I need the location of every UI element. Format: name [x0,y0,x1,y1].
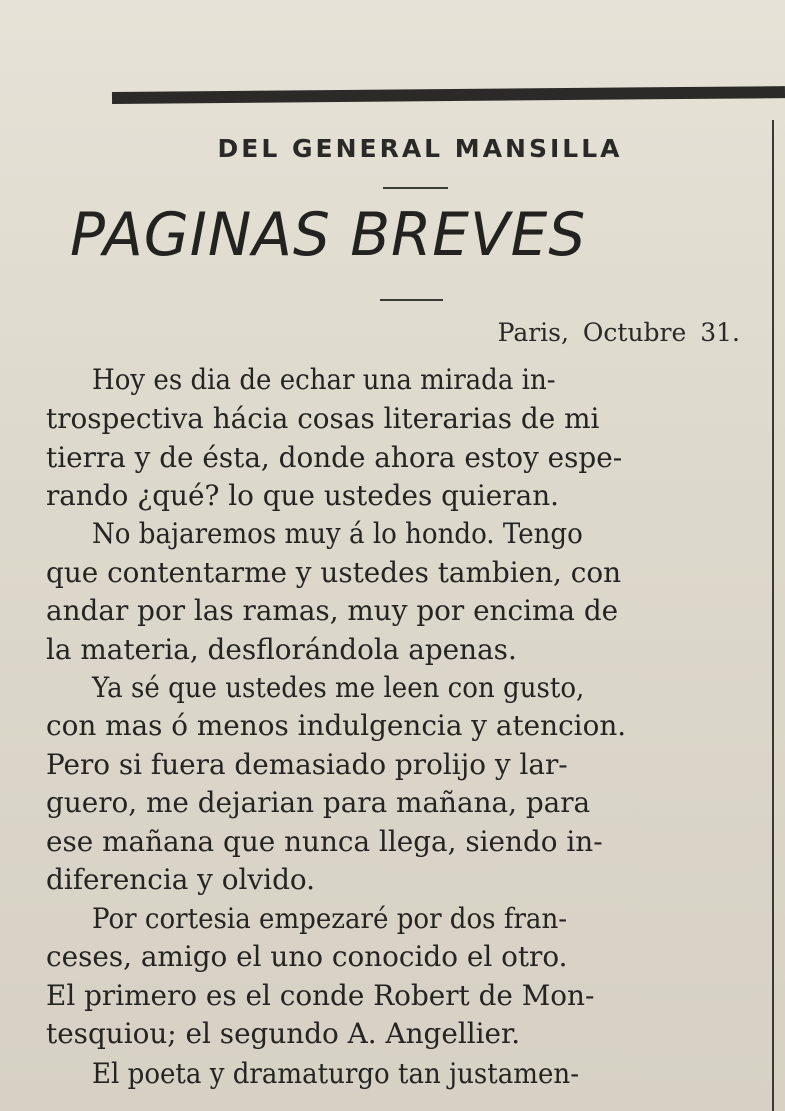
body-line: andar por las ramas, muy por encima de [46,594,619,627]
column-divider [772,120,774,1111]
divider [380,299,443,301]
body-line: ceses, amigo el uno conocido el otro. [46,940,568,973]
body-line: Por cortesia empezaré por dos fran- [92,902,568,935]
body-line: Ya sé que ustedes me leen con gusto, [92,671,585,704]
kicker: DEL GENERAL MANSILLA [217,134,623,163]
divider [383,187,448,189]
body-line: diferencia y olvido. [46,863,316,896]
body-line: El poeta y dramaturgo tan justamen- [92,1057,580,1090]
top-rule [112,86,785,104]
body-line: ese mañana que nunca llega, siendo in- [46,825,603,858]
body-line: Hoy es dia de echar una mirada in- [92,363,556,396]
body-line: tierra y de ésta, donde ahora estoy espe- [46,441,623,474]
headline: PAGINAS BREVES [70,200,587,270]
body-line: con mas ó menos indulgencia y atencion. [46,709,627,742]
body-line: guero, me dejarian para mañana, para [46,786,591,819]
body-line: No bajaremos muy á lo hondo. Tengo [92,517,583,550]
body-line: la materia, desflorándola apenas. [46,633,517,666]
body-line: trospectiva hácia cosas literarias de mi [46,402,600,435]
body-line: rando ¿qué? lo que ustedes quieran. [46,479,559,512]
body-line: que contentarme y ustedes tambien, con [46,556,622,589]
body-line: El primero es el conde Robert de Mon- [46,979,595,1012]
body-line: Pero si fuera demasiado prolijo y lar- [46,748,568,781]
dateline: Paris, Octubre 31. [497,318,740,347]
body-line: tesquiou; el segundo A. Angellier. [46,1017,521,1050]
